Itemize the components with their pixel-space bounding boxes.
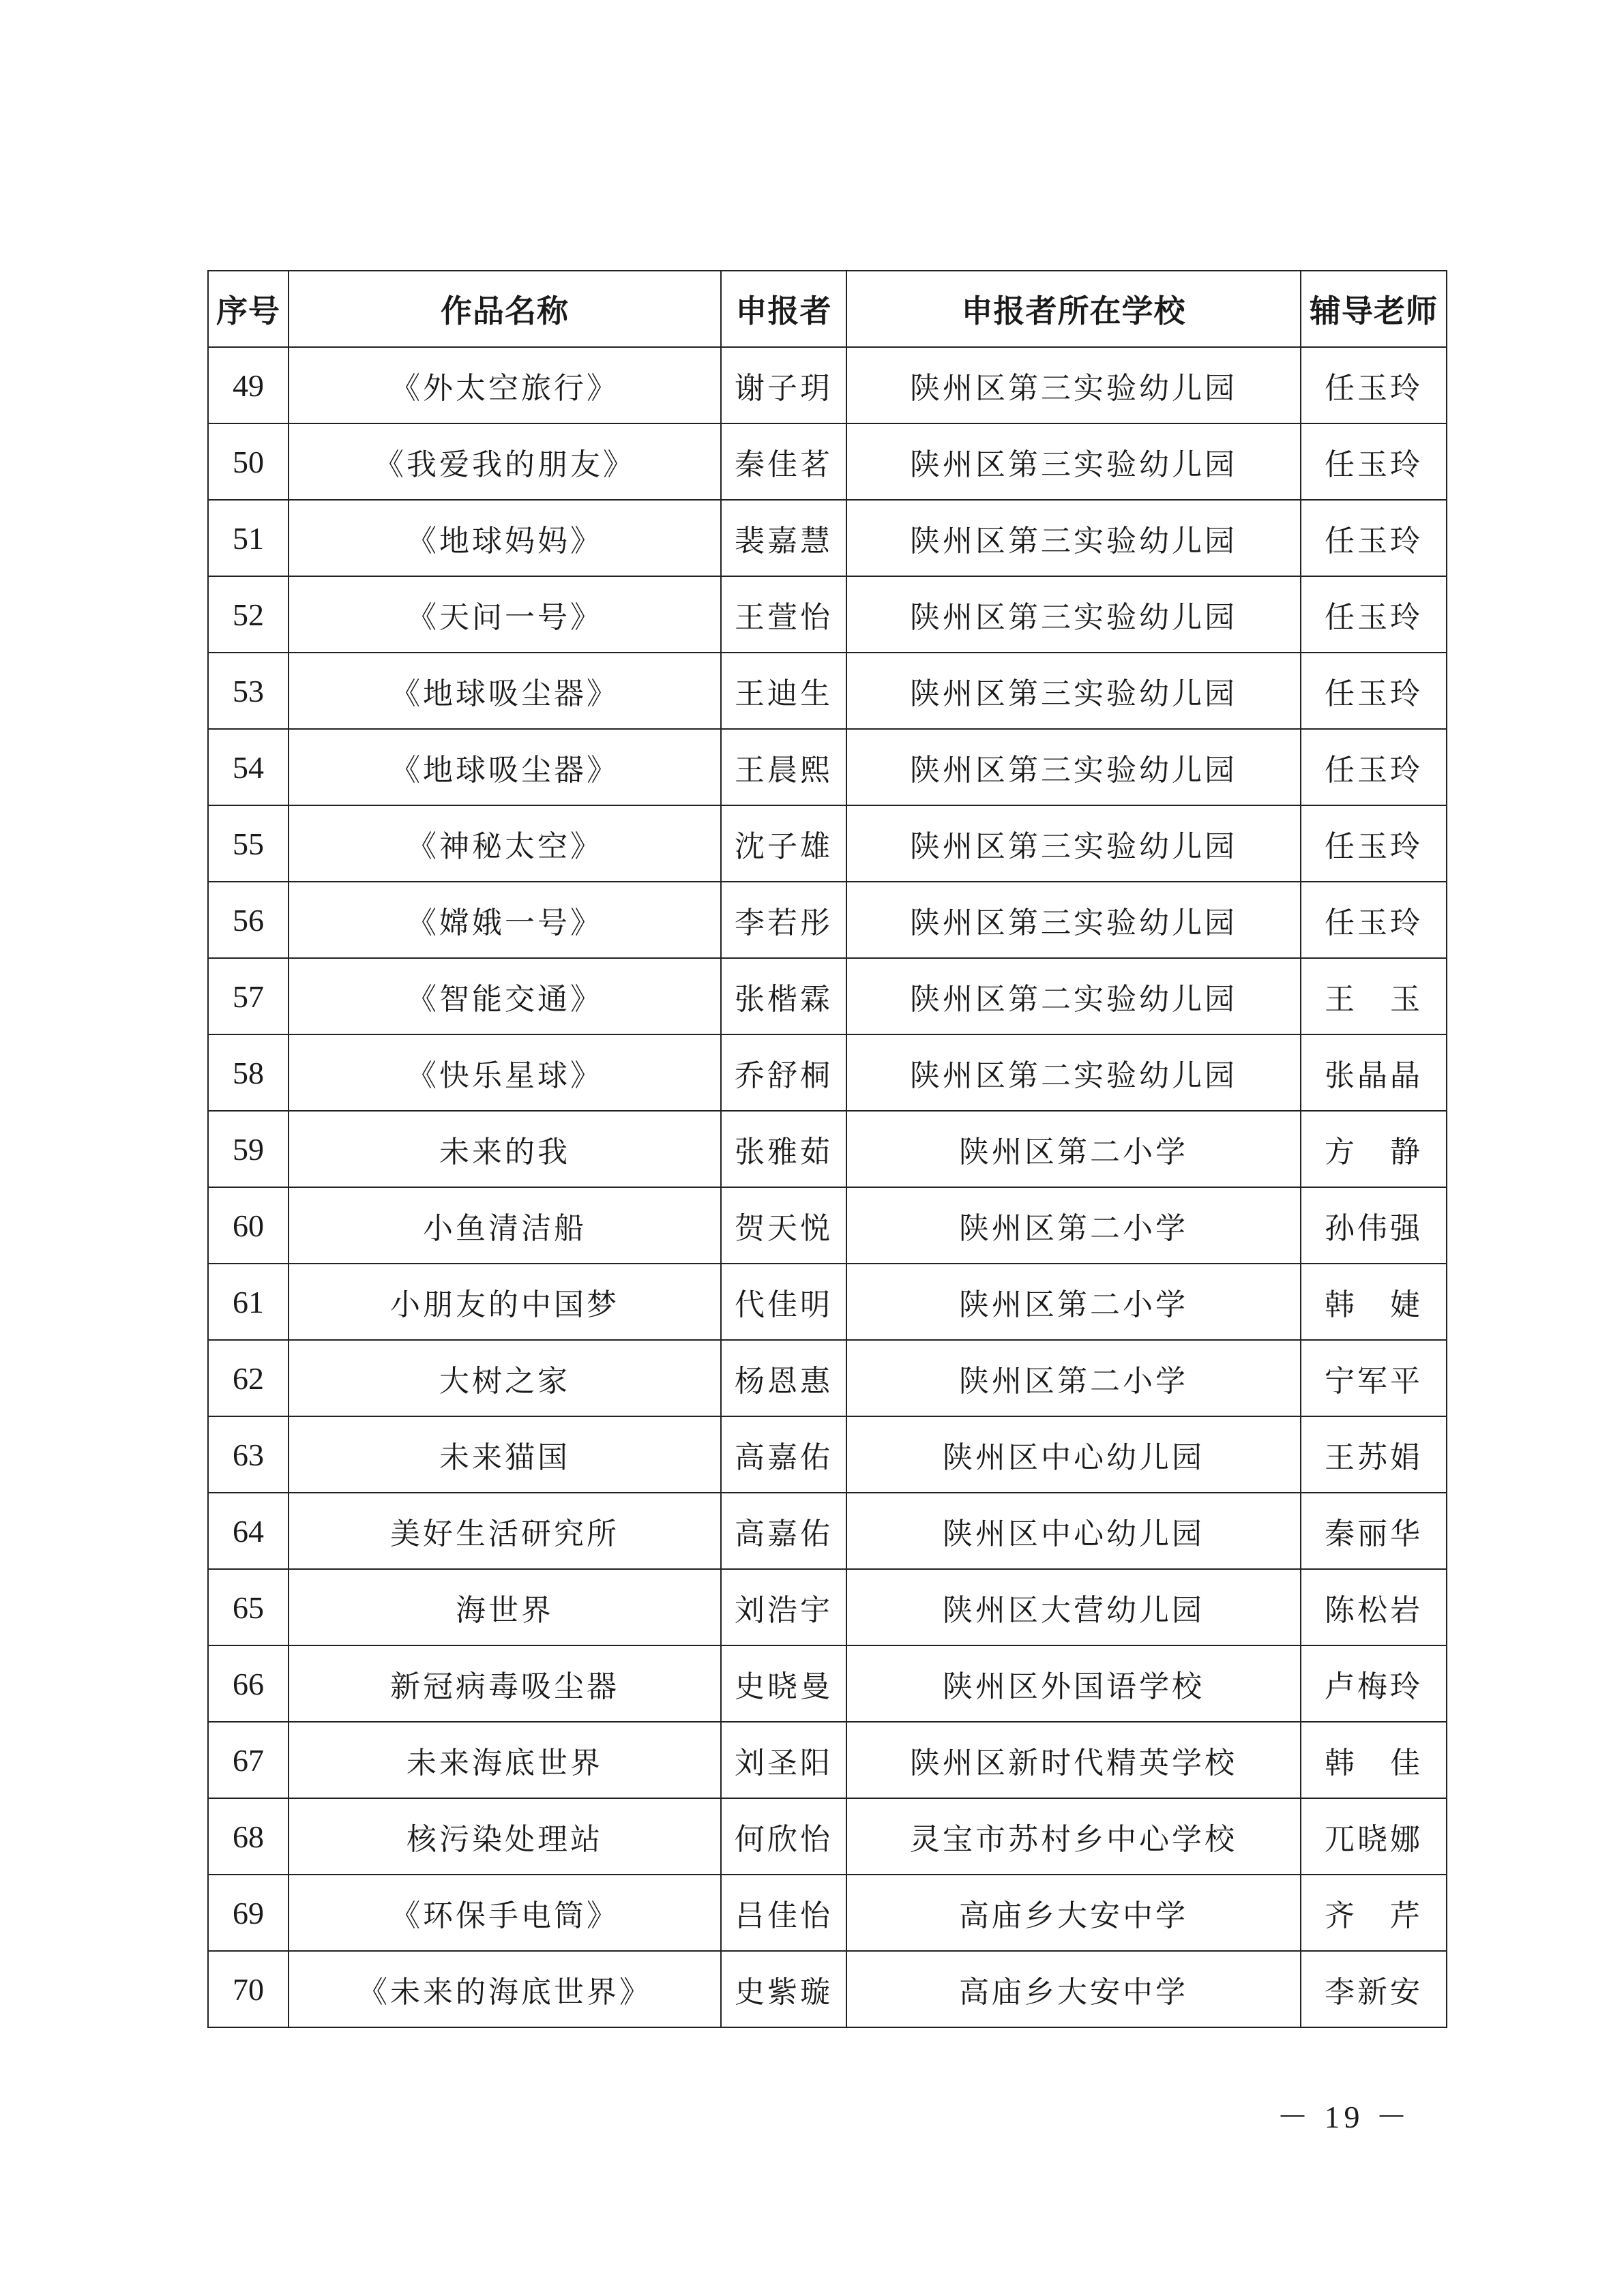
cell-school: 陕州区中心幼儿园 bbox=[846, 1493, 1301, 1569]
cell-applicant: 刘浩宇 bbox=[721, 1569, 846, 1645]
cell-work-title: 未来海底世界 bbox=[289, 1722, 721, 1798]
cell-work-title: 未来猫国 bbox=[289, 1416, 721, 1493]
cell-school: 陕州区第三实验幼儿园 bbox=[846, 805, 1301, 882]
cell-work-title: 《神秘太空》 bbox=[289, 805, 721, 882]
cell-index: 55 bbox=[208, 805, 289, 882]
cell-index: 59 bbox=[208, 1111, 289, 1187]
cell-index: 60 bbox=[208, 1187, 289, 1264]
cell-advisor: 张晶晶 bbox=[1301, 1034, 1447, 1111]
entries-table-wrapper bbox=[207, 270, 1446, 2028]
cell-advisor: 卢梅玲 bbox=[1301, 1645, 1447, 1722]
cell-advisor: 任玉玲 bbox=[1301, 347, 1447, 423]
cell-index: 58 bbox=[208, 1034, 289, 1111]
cell-applicant: 张雅茹 bbox=[721, 1111, 846, 1187]
cell-applicant: 何欣怡 bbox=[721, 1798, 846, 1875]
cell-school: 陕州区第三实验幼儿园 bbox=[846, 576, 1301, 653]
cell-applicant: 王萱怡 bbox=[721, 576, 846, 653]
cell-applicant: 裴嘉慧 bbox=[721, 500, 846, 576]
cell-advisor: 陈松岩 bbox=[1301, 1569, 1447, 1645]
cell-applicant: 史晓曼 bbox=[721, 1645, 846, 1722]
header-school: 申报者所在学校 bbox=[846, 271, 1301, 347]
table-row bbox=[208, 500, 1447, 576]
table-row bbox=[208, 1951, 1447, 2027]
cell-applicant: 谢子玥 bbox=[721, 347, 846, 423]
cell-work-title: 未来的我 bbox=[289, 1111, 721, 1187]
table-row bbox=[208, 958, 1447, 1034]
cell-index: 49 bbox=[208, 347, 289, 423]
cell-advisor: 李新安 bbox=[1301, 1951, 1447, 2027]
cell-index: 63 bbox=[208, 1416, 289, 1493]
cell-index: 50 bbox=[208, 423, 289, 500]
cell-index: 69 bbox=[208, 1875, 289, 1951]
cell-school: 陕州区第三实验幼儿园 bbox=[846, 347, 1301, 423]
cell-advisor: 任玉玲 bbox=[1301, 423, 1447, 500]
cell-school: 高庙乡大安中学 bbox=[846, 1951, 1301, 2027]
cell-advisor: 韩 婕 bbox=[1301, 1264, 1447, 1340]
table-row bbox=[208, 1493, 1447, 1569]
cell-advisor: 王 玉 bbox=[1301, 958, 1447, 1034]
cell-applicant: 史紫璇 bbox=[721, 1951, 846, 2027]
cell-advisor: 方 静 bbox=[1301, 1111, 1447, 1187]
table-row bbox=[208, 576, 1447, 653]
table-row bbox=[208, 1340, 1447, 1416]
cell-index: 51 bbox=[208, 500, 289, 576]
cell-index: 52 bbox=[208, 576, 289, 653]
header-applicant: 申报者 bbox=[721, 271, 846, 347]
cell-work-title: 《天问一号》 bbox=[289, 576, 721, 653]
cell-work-title: 海世界 bbox=[289, 1569, 721, 1645]
table-row bbox=[208, 1187, 1447, 1264]
cell-advisor: 任玉玲 bbox=[1301, 500, 1447, 576]
cell-applicant: 秦佳茗 bbox=[721, 423, 846, 500]
cell-applicant: 吕佳怡 bbox=[721, 1875, 846, 1951]
cell-work-title: 《未来的海底世界》 bbox=[289, 1951, 721, 2027]
cell-advisor: 任玉玲 bbox=[1301, 805, 1447, 882]
cell-work-title: 《地球妈妈》 bbox=[289, 500, 721, 576]
table-header-row bbox=[208, 271, 1447, 347]
cell-work-title: 《智能交通》 bbox=[289, 958, 721, 1034]
cell-school: 陕州区第三实验幼儿园 bbox=[846, 729, 1301, 805]
cell-advisor: 韩 佳 bbox=[1301, 1722, 1447, 1798]
page-number: － 19 － bbox=[1277, 2100, 1411, 2134]
table-row bbox=[208, 1416, 1447, 1493]
cell-applicant: 高嘉佑 bbox=[721, 1493, 846, 1569]
cell-work-title: 《地球吸尘器》 bbox=[289, 653, 721, 729]
table-row bbox=[208, 1264, 1447, 1340]
cell-work-title: 小朋友的中国梦 bbox=[289, 1264, 721, 1340]
cell-work-title: 《嫦娥一号》 bbox=[289, 882, 721, 958]
cell-index: 56 bbox=[208, 882, 289, 958]
header-advisor: 辅导老师 bbox=[1301, 271, 1447, 347]
table-row bbox=[208, 729, 1447, 805]
cell-index: 53 bbox=[208, 653, 289, 729]
cell-advisor: 任玉玲 bbox=[1301, 653, 1447, 729]
cell-advisor: 任玉玲 bbox=[1301, 729, 1447, 805]
cell-advisor: 任玉玲 bbox=[1301, 882, 1447, 958]
cell-school: 陕州区第三实验幼儿园 bbox=[846, 882, 1301, 958]
cell-index: 64 bbox=[208, 1493, 289, 1569]
cell-work-title: 小鱼清洁船 bbox=[289, 1187, 721, 1264]
cell-work-title: 大树之家 bbox=[289, 1340, 721, 1416]
cell-school: 陕州区第三实验幼儿园 bbox=[846, 423, 1301, 500]
cell-school: 陕州区中心幼儿园 bbox=[846, 1416, 1301, 1493]
cell-advisor: 宁军平 bbox=[1301, 1340, 1447, 1416]
cell-school: 陕州区第二小学 bbox=[846, 1111, 1301, 1187]
cell-applicant: 刘圣阳 bbox=[721, 1722, 846, 1798]
table-row bbox=[208, 1034, 1447, 1111]
table-row bbox=[208, 1569, 1447, 1645]
table-row bbox=[208, 1875, 1447, 1951]
cell-applicant: 代佳明 bbox=[721, 1264, 846, 1340]
cell-school: 陕州区第二小学 bbox=[846, 1340, 1301, 1416]
cell-index: 66 bbox=[208, 1645, 289, 1722]
cell-applicant: 沈子雄 bbox=[721, 805, 846, 882]
cell-applicant: 高嘉佑 bbox=[721, 1416, 846, 1493]
header-work-title: 作品名称 bbox=[289, 271, 721, 347]
cell-school: 陕州区第二小学 bbox=[846, 1187, 1301, 1264]
cell-school: 陕州区第二小学 bbox=[846, 1264, 1301, 1340]
cell-school: 陕州区第三实验幼儿园 bbox=[846, 500, 1301, 576]
table-row bbox=[208, 1645, 1447, 1722]
cell-advisor: 秦丽华 bbox=[1301, 1493, 1447, 1569]
table-row bbox=[208, 653, 1447, 729]
cell-applicant: 李若彤 bbox=[721, 882, 846, 958]
cell-school: 陕州区新时代精英学校 bbox=[846, 1722, 1301, 1798]
cell-index: 70 bbox=[208, 1951, 289, 2027]
cell-work-title: 《环保手电筒》 bbox=[289, 1875, 721, 1951]
cell-school: 灵宝市苏村乡中心学校 bbox=[846, 1798, 1301, 1875]
cell-work-title: 《我爱我的朋友》 bbox=[289, 423, 721, 500]
cell-index: 61 bbox=[208, 1264, 289, 1340]
cell-index: 54 bbox=[208, 729, 289, 805]
cell-applicant: 王迪生 bbox=[721, 653, 846, 729]
cell-school: 陕州区第二实验幼儿园 bbox=[846, 958, 1301, 1034]
table-row bbox=[208, 347, 1447, 423]
cell-advisor: 王苏娟 bbox=[1301, 1416, 1447, 1493]
cell-advisor: 兀晓娜 bbox=[1301, 1798, 1447, 1875]
cell-index: 57 bbox=[208, 958, 289, 1034]
cell-index: 68 bbox=[208, 1798, 289, 1875]
cell-applicant: 王晨熙 bbox=[721, 729, 846, 805]
table-row bbox=[208, 882, 1447, 958]
cell-work-title: 美好生活研究所 bbox=[289, 1493, 721, 1569]
table-row bbox=[208, 423, 1447, 500]
cell-applicant: 杨恩惠 bbox=[721, 1340, 846, 1416]
cell-work-title: 《地球吸尘器》 bbox=[289, 729, 721, 805]
cell-index: 67 bbox=[208, 1722, 289, 1798]
cell-applicant: 张楷霖 bbox=[721, 958, 846, 1034]
cell-advisor: 孙伟强 bbox=[1301, 1187, 1447, 1264]
cell-applicant: 乔舒桐 bbox=[721, 1034, 846, 1111]
table-row bbox=[208, 1798, 1447, 1875]
cell-index: 62 bbox=[208, 1340, 289, 1416]
cell-school: 陕州区外国语学校 bbox=[846, 1645, 1301, 1722]
header-index: 序号 bbox=[208, 271, 289, 347]
table-row bbox=[208, 1111, 1447, 1187]
table-row bbox=[208, 805, 1447, 882]
cell-index: 65 bbox=[208, 1569, 289, 1645]
table-body bbox=[208, 347, 1447, 2027]
cell-work-title: 核污染处理站 bbox=[289, 1798, 721, 1875]
entries-table bbox=[207, 270, 1447, 2028]
cell-work-title: 新冠病毒吸尘器 bbox=[289, 1645, 721, 1722]
cell-school: 高庙乡大安中学 bbox=[846, 1875, 1301, 1951]
cell-advisor: 任玉玲 bbox=[1301, 576, 1447, 653]
cell-work-title: 《外太空旅行》 bbox=[289, 347, 721, 423]
cell-school: 陕州区第三实验幼儿园 bbox=[846, 653, 1301, 729]
cell-applicant: 贺天悦 bbox=[721, 1187, 846, 1264]
cell-advisor: 齐 芹 bbox=[1301, 1875, 1447, 1951]
cell-school: 陕州区第二实验幼儿园 bbox=[846, 1034, 1301, 1111]
table-row bbox=[208, 1722, 1447, 1798]
cell-work-title: 《快乐星球》 bbox=[289, 1034, 721, 1111]
cell-school: 陕州区大营幼儿园 bbox=[846, 1569, 1301, 1645]
